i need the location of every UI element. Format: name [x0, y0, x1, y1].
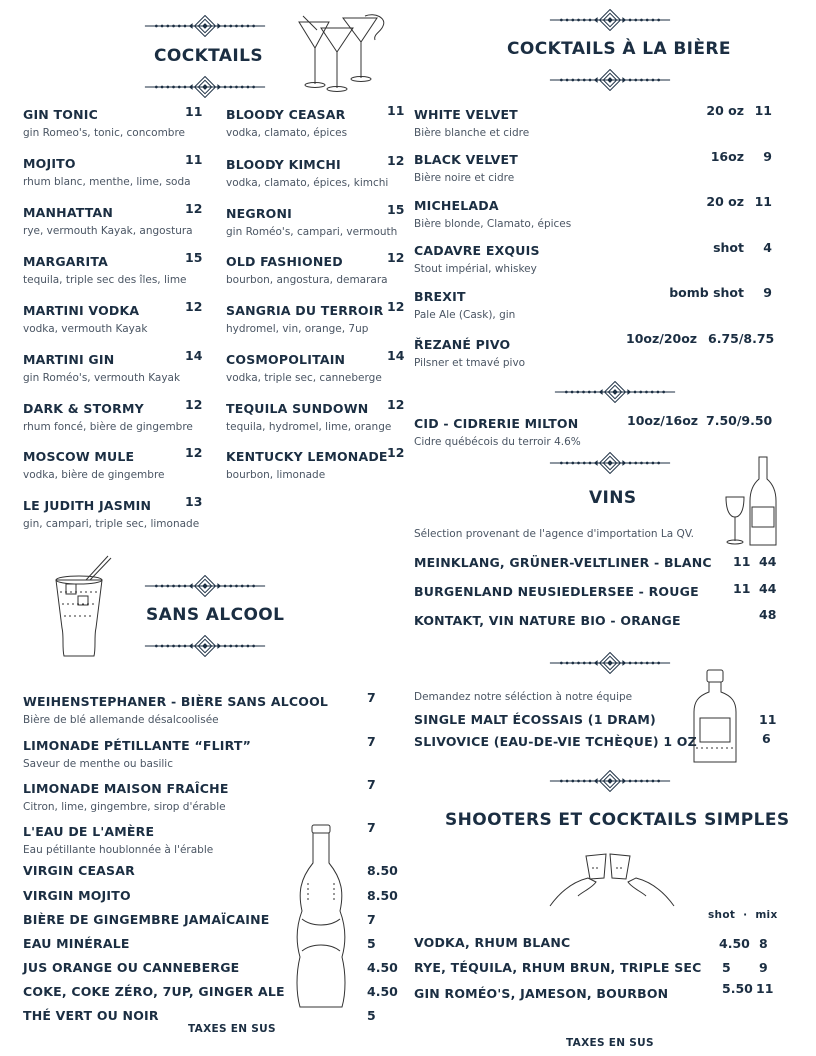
item-name: TEQUILA SUNDOWN — [226, 401, 369, 416]
taxes-note: TAXES EN SUS — [188, 1023, 276, 1035]
item-price-bottle: 44 — [759, 554, 777, 569]
item-price: 12 — [387, 299, 405, 314]
item-desc: rhum blanc, menthe, lime, soda — [23, 176, 191, 188]
item-price-mix: 9 — [759, 960, 768, 975]
ornament-divider — [143, 76, 267, 98]
item-name: MANHATTAN — [23, 205, 114, 220]
item-price-glass: 11 — [733, 554, 751, 569]
item-desc: Bière de blé allemande désalcoolisée — [23, 714, 219, 726]
ornament-divider — [548, 770, 672, 792]
item-price: 4.50 — [367, 960, 398, 975]
spiritueux-intro: Demandez notre séléction à notre équipe — [414, 691, 633, 703]
item-name: SANGRIA DU TERROIR — [226, 303, 384, 318]
item-price-shot: 5 — [722, 960, 731, 975]
menu-item-cidre — [414, 413, 581, 448]
item-size: 20 oz — [706, 103, 744, 118]
item-desc: vodka, clamato, épices, kimchi — [226, 177, 389, 189]
item-price: 8.50 — [367, 863, 398, 878]
item-name: MARTINI GIN — [23, 352, 115, 367]
ornament-divider — [548, 69, 672, 91]
ornament-divider — [143, 635, 267, 657]
item-name: VIRGIN CEASAR — [23, 863, 135, 878]
menu-item — [23, 495, 199, 530]
item-price: 12 — [387, 445, 405, 460]
item-name: MICHELADA — [414, 198, 499, 213]
item-price: 12 — [387, 397, 405, 412]
menu-item — [226, 300, 383, 335]
item-size: 16oz — [710, 149, 744, 164]
menu-item — [23, 821, 213, 856]
item-price: 7.50/9.50 — [706, 413, 773, 428]
item-name: RYE, TÉQUILA, RHUM BRUN, TRIPLE SEC — [414, 960, 702, 975]
item-desc: Bière blanche et cidre — [414, 127, 530, 139]
item-name: L'EAU DE L'AMÈRE — [23, 824, 155, 839]
item-price-shot: 5.50 — [722, 981, 753, 996]
vins-intro: Sélection provenant de l'agence d'importation La QV. — [414, 528, 694, 540]
item-price: 11 — [387, 103, 405, 118]
section-title-sans-alcool: SANS ALCOOL — [146, 605, 285, 625]
item-desc: vodka, triple sec, canneberge — [226, 372, 382, 384]
item-price: 12 — [387, 153, 405, 168]
item-name: EAU MINÉRALE — [23, 936, 130, 951]
menu-item — [23, 300, 147, 335]
item-desc: tequila, hydromel, lime, orange — [226, 421, 392, 433]
item-price: 11 — [759, 712, 777, 727]
martini-glasses-illustration — [295, 12, 395, 92]
menu-item — [226, 104, 347, 139]
item-name: OLD FASHIONED — [226, 254, 343, 269]
menu-item — [226, 203, 397, 238]
item-name: BLOODY CEASAR — [226, 107, 346, 122]
item-name: MARGARITA — [23, 254, 108, 269]
section-title-cocktails: COCKTAILS — [154, 46, 264, 66]
shooters-header — [708, 909, 778, 921]
item-name: JUS ORANGE OU CANNEBERGE — [23, 960, 240, 975]
item-price: 11 — [185, 104, 203, 119]
item-price: 15 — [387, 202, 405, 217]
menu-item — [414, 195, 571, 230]
menu-item — [414, 286, 515, 321]
item-name: MOSCOW MULE — [23, 449, 135, 464]
item-price: 12 — [387, 250, 405, 265]
item-name: VODKA, RHUM BLANC — [414, 935, 571, 950]
item-price: 7 — [367, 912, 376, 927]
item-price: 12 — [185, 397, 203, 412]
item-name: COSMOPOLITAIN — [226, 352, 346, 367]
item-desc: rye, vermouth Kayak, angostura — [23, 225, 193, 237]
item-price: 4.50 — [367, 984, 398, 999]
item-name: NEGRONI — [226, 206, 293, 221]
ornament-divider — [548, 452, 672, 474]
ornament-divider — [548, 9, 672, 31]
item-size: 10oz/16oz — [627, 413, 699, 428]
item-name: VIRGIN MOJITO — [23, 888, 131, 903]
col-shot-label: shot — [708, 909, 736, 921]
menu-item — [226, 251, 388, 286]
item-name: CID - CIDRERIE MILTON — [414, 416, 579, 431]
item-price: 4 — [763, 240, 772, 255]
item-name: LIMONADE MAISON FRAÎCHE — [23, 781, 229, 796]
item-price: 12 — [185, 201, 203, 216]
item-name: BLOODY KIMCHI — [226, 157, 341, 172]
item-name: GIN TONIC — [23, 107, 98, 122]
menu-item — [414, 149, 518, 184]
coke-bottle-illustration — [290, 823, 352, 1013]
item-name: LIMONADE PÉTILLANTE “FLIRT” — [23, 738, 252, 753]
menu-item — [23, 349, 180, 384]
item-desc: Pilsner et tmavé pivo — [414, 357, 526, 369]
item-name: WHITE VELVET — [414, 107, 518, 122]
item-desc: Bière blonde, Clamato, épices — [414, 218, 572, 230]
item-price: 5 — [367, 1008, 376, 1023]
item-name: CADAVRE EXQUIS — [414, 243, 540, 258]
item-price: 7 — [367, 690, 376, 705]
item-desc: Citron, lime, gingembre, sirop d'érable — [23, 801, 226, 813]
menu-item — [23, 446, 165, 481]
item-price: 14 — [185, 348, 203, 363]
item-desc: Cidre québécois du terroir 4.6% — [414, 436, 581, 448]
ornament-divider — [143, 15, 267, 37]
item-price-bottle: 48 — [759, 607, 777, 622]
item-desc: Bière noire et cidre — [414, 172, 515, 184]
item-price-mix: 8 — [759, 936, 768, 951]
item-desc: gin Roméo's, campari, vermouth — [226, 226, 398, 238]
item-desc: bourbon, limonade — [226, 469, 326, 481]
item-name: LE JUDITH JASMIN — [23, 498, 152, 513]
item-desc: vodka, clamato, épices — [226, 127, 348, 139]
menu-item — [23, 398, 193, 433]
item-price: 7 — [367, 820, 376, 835]
item-size: shot — [713, 240, 744, 255]
section-title-biere: COCKTAILS À LA BIÈRE — [507, 39, 731, 59]
item-size: 10oz/20oz — [626, 331, 698, 346]
shot-glasses-toast-illustration — [548, 848, 676, 910]
item-name: COKE, COKE ZÉRO, 7UP, GINGER ALE — [23, 984, 285, 999]
ornament-divider — [553, 381, 677, 403]
ornament-divider — [548, 652, 672, 674]
item-desc: tequila, triple sec des îles, lime — [23, 274, 187, 286]
menu-item — [23, 778, 229, 813]
item-desc: rhum foncé, bière de gingembre — [23, 421, 193, 433]
item-price: 15 — [185, 250, 203, 265]
item-name: MEINKLANG, GRÜNER-VELTLINER - BLANC — [414, 555, 712, 570]
item-desc: Stout impérial, whiskey — [414, 263, 537, 275]
item-price: 11 — [185, 152, 203, 167]
item-price-glass: 11 — [733, 581, 751, 596]
item-name: MARTINI VODKA — [23, 303, 140, 318]
item-price: 12 — [185, 445, 203, 460]
menu-item — [226, 446, 388, 481]
section-title-vins: VINS — [589, 488, 637, 508]
item-price: 11 — [754, 103, 772, 118]
item-price: 7 — [367, 777, 376, 792]
item-price: 8.50 — [367, 888, 398, 903]
item-price: 7 — [367, 734, 376, 749]
taxes-note: TAXES EN SUS — [566, 1037, 654, 1049]
item-name: KONTAKT, VIN NATURE BIO - ORANGE — [414, 613, 681, 628]
col-mix-label: mix — [755, 909, 778, 921]
item-name: KENTUCKY LEMONADE — [226, 449, 388, 464]
menu-item — [23, 104, 185, 139]
menu-item — [414, 104, 529, 139]
item-name: SINGLE MALT ÉCOSSAIS (1 DRAM) — [414, 712, 656, 727]
item-size: bomb shot — [669, 285, 744, 300]
item-desc: vodka, bière de gingembre — [23, 469, 165, 481]
item-name: BIÈRE DE GINGEMBRE JAMAÏCAINE — [23, 912, 270, 927]
item-name: THÉ VERT OU NOIR — [23, 1008, 159, 1023]
item-desc: gin Romeo's, tonic, concombre — [23, 127, 186, 139]
wine-bottle-glass-illustration — [722, 455, 782, 550]
item-price: 14 — [387, 348, 405, 363]
item-name: MOJITO — [23, 156, 76, 171]
section-title-shooters: SHOOTERS ET COCKTAILS SIMPLES — [445, 810, 790, 830]
item-size: 20 oz — [706, 194, 744, 209]
item-desc: Pale Ale (Cask), gin — [414, 309, 516, 321]
item-name: BREXIT — [414, 289, 466, 304]
item-name: ŘEZANÉ PIVO — [414, 337, 511, 352]
menu-item — [226, 349, 382, 384]
item-desc: Saveur de menthe ou basilic — [23, 758, 173, 770]
item-price: 12 — [185, 299, 203, 314]
item-price: 9 — [763, 285, 772, 300]
menu-item — [226, 398, 391, 433]
menu-item — [23, 153, 191, 188]
item-price-mix: 11 — [756, 981, 774, 996]
item-desc: hydromel, vin, orange, 7up — [226, 323, 369, 335]
item-desc: gin, campari, triple sec, limonade — [23, 518, 200, 530]
item-name: WEIHENSTEPHANER - BIÈRE SANS ALCOOL — [23, 694, 329, 709]
soda-glass-illustration — [50, 552, 116, 662]
item-name: DARK & STORMY — [23, 401, 144, 416]
menu-item — [23, 202, 193, 237]
menu-item — [414, 334, 525, 369]
menu-item — [23, 251, 187, 286]
item-desc: gin Roméo's, vermouth Kayak — [23, 372, 181, 384]
item-price: 9 — [763, 149, 772, 164]
menu-item — [414, 240, 540, 275]
item-price-bottle: 44 — [759, 581, 777, 596]
menu-item — [23, 735, 251, 770]
item-price-shot: 4.50 — [719, 936, 750, 951]
item-desc: Eau pétillante houblonnée à l'érable — [23, 844, 214, 856]
item-price: 5 — [367, 936, 376, 951]
col-separator: · — [743, 909, 748, 921]
menu-item — [23, 691, 328, 726]
item-name: GIN ROMÉO'S, JAMESON, BOURBON — [414, 986, 669, 1001]
ornament-divider — [143, 575, 267, 597]
item-price: 6 — [762, 731, 771, 746]
item-price: 13 — [185, 494, 203, 509]
menu-item — [226, 154, 388, 189]
item-desc: vodka, vermouth Kayak — [23, 323, 148, 335]
item-name: SLIVOVICE (EAU-DE-VIE TCHÈQUE) 1 OZ — [414, 734, 697, 749]
item-price: 6.75/8.75 — [708, 331, 775, 346]
item-name: BURGENLAND NEUSIEDLERSEE - ROUGE — [414, 584, 699, 599]
whisky-bottle-illustration — [690, 668, 740, 768]
item-name: BLACK VELVET — [414, 152, 518, 167]
item-price: 11 — [754, 194, 772, 209]
item-desc: bourbon, angostura, demarara — [226, 274, 388, 286]
